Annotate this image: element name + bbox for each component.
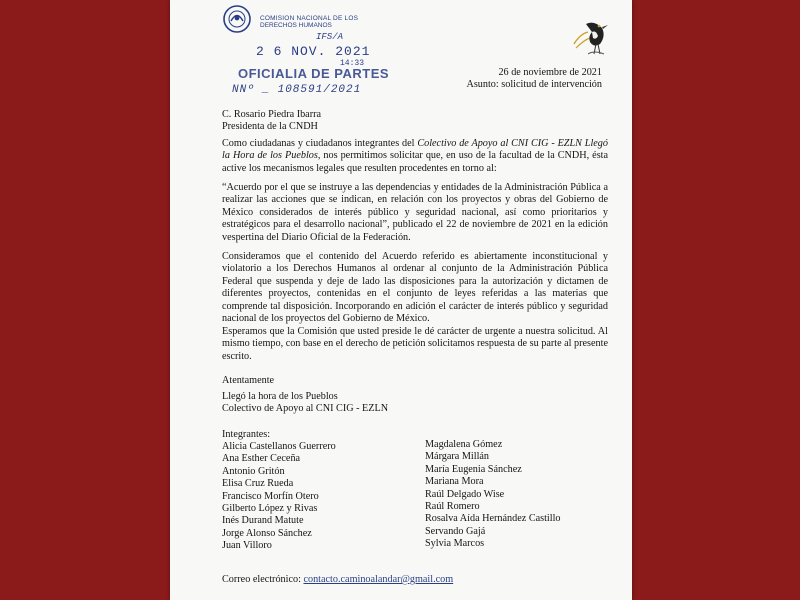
list-item: Alicia Castellanos Guerrero: [222, 441, 336, 452]
email-label: Correo electrónico:: [222, 574, 304, 585]
closing-salutation: Atentamente: [222, 375, 275, 386]
list-item: Elisa Cruz Rueda: [222, 478, 294, 490]
members-column-right: [425, 439, 561, 551]
list-item: Antonio Gritón: [222, 465, 285, 477]
list-item: Magdalena Gómez: [425, 439, 503, 450]
list-item: Gilberto López y Rivas: [222, 503, 318, 515]
stamp-folio: NNº _ 108591/2021: [232, 84, 362, 96]
paragraph-intro-start: Como ciudadanas y ciudadanos integrantes del: [222, 138, 418, 149]
members-label: Integrantes:: [222, 429, 271, 440]
letter-date: 26 de noviembre de 2021: [498, 67, 602, 78]
stamp-office: OFICIALIA DE PARTES: [238, 66, 390, 81]
collective-name: Colectivo de Apoyo al CNI CIG - EZLN Llegó la Hora de los Pueblos: [222, 138, 608, 162]
list-item: María Eugenia Sánchez: [425, 463, 522, 475]
stamp-institution-line2: DERECHOS HUMANOS: [260, 22, 332, 29]
letter-subject: Asunto: solicitud de intervención: [466, 79, 602, 90]
stamp-time: 14:33: [340, 59, 365, 68]
contact-row: [222, 574, 453, 586]
letter-page: [170, 0, 632, 600]
list-item: Inés Durand Matute: [222, 515, 304, 527]
list-item: Sylvia Marcos: [425, 538, 485, 550]
list-item: Servando Gajá: [425, 525, 486, 537]
paragraph-argument: Consideramos que el contenido del Acuerdo referido es abiertamente inconstitucional y violatorio a los Derechos Humanos al ordenar al conjunto de la Administración Pública Federal que suspenda y deje de lado las disposiciones para la autorización y dictamen de diferentes proyectos, contenidas en el conjunto de leyes referidas a las materias que comprende tal disposición. Incorporando en adición el carácter de interés público y seguridad nacional de los proyectos del Gobierno de México.: [222, 251, 608, 325]
members-column-left: [222, 441, 336, 553]
stamp-date: 2 6 NOV. 2021: [256, 44, 371, 59]
paragraph-intro-end: , nos permitimos solicitar que, en uso de la facultad de la CNDH, ésta active los mecanismos legales que resulten procedentes en torno al:: [222, 150, 609, 174]
stamp-code: IFS/A: [316, 32, 344, 42]
email-link[interactable]: contacto.caminoalandar@gmail.com: [303, 574, 454, 585]
seal-icon: [222, 4, 252, 34]
list-item: Francisco Morfín Otero: [222, 490, 319, 502]
bird-logo-icon: [566, 14, 616, 62]
list-item: Mariana Mora: [425, 476, 484, 488]
recipient-name: C. Rosario Piedra Ibarra: [222, 109, 322, 120]
list-item: Márgara Millán: [425, 451, 490, 463]
list-item: Juan Villoro: [222, 540, 272, 552]
signature-line-2: Colectivo de Apoyo al CNI CIG - EZLN: [222, 403, 389, 414]
paragraph-quote: “Acuerdo por el que se instruye a las dependencias y entidades de la Administración Pública a realizar las acciones que se indican, en relación con los proyectos y obras del Gobierno de México considerados de interés público y seguridad nacional, así como prioritarios y estratégicos para el desarrollo nacional”, publicado el 22 de noviembre de 2021 en la edición vespertina del Diario Oficial de la Federación.: [222, 182, 608, 243]
list-item: Raúl Delgado Wise: [425, 488, 505, 500]
signature-line-1: Llegó la hora de los Pueblos: [222, 391, 338, 402]
stamp-institution-line1: COMISION NACIONAL DE LOS: [260, 15, 359, 22]
list-item: Ana Esther Ceceña: [222, 453, 301, 465]
paragraph-request: Esperamos que la Comisión que usted preside le dé carácter de urgente a nuestra solicitud. Al mismo tiempo, con base en el derecho de petición solicitamos respuesta de su parte al presente escrito.: [222, 326, 608, 362]
reception-stamp: [222, 4, 390, 99]
list-item: Raúl Romero: [425, 501, 480, 513]
recipient-title: Presidenta de la CNDH: [222, 121, 318, 132]
paragraph-intro: [222, 138, 608, 175]
list-item: Jorge Alonso Sánchez: [222, 527, 312, 539]
list-item: Rosalva Aída Hernández Castillo: [425, 513, 561, 525]
